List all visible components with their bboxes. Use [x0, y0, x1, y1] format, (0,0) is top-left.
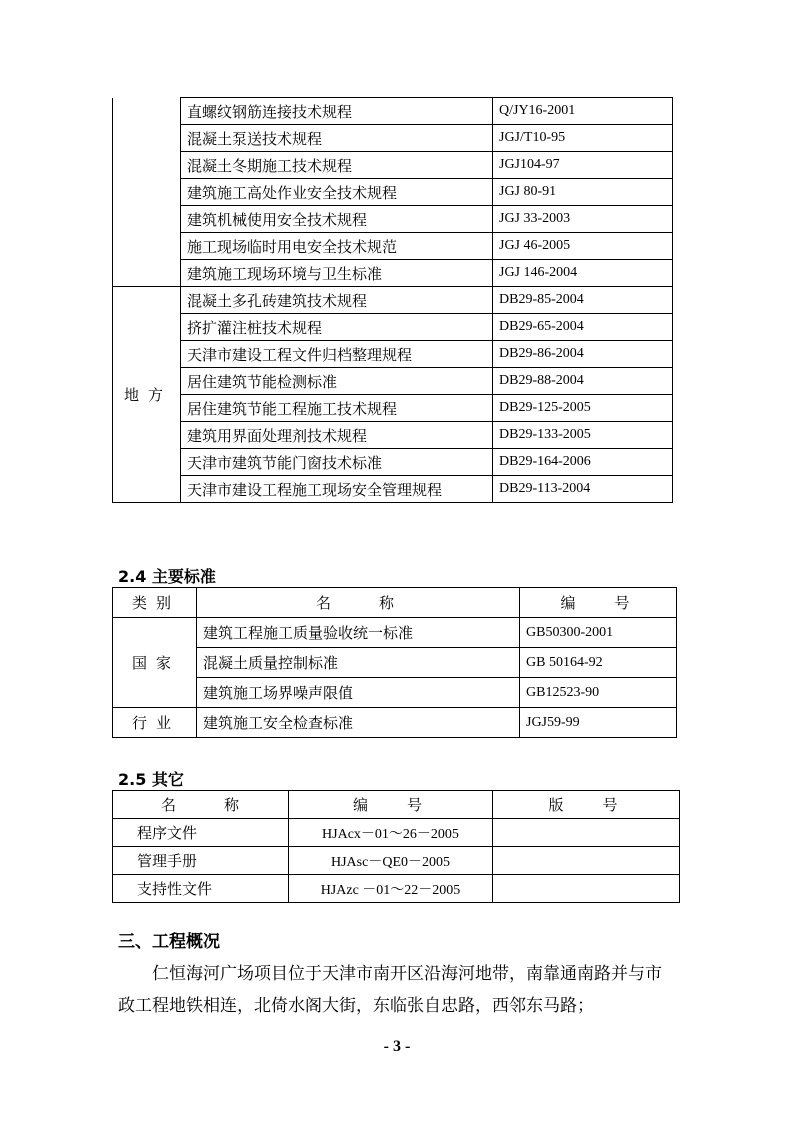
table-row — [113, 449, 673, 476]
standard-name: 建筑施工高处作业安全技术规程 — [181, 179, 493, 206]
table-row — [113, 618, 677, 648]
standard-name: 居住建筑节能工程施工技术规程 — [181, 395, 493, 422]
document-name: 程序文件 — [113, 819, 289, 847]
standard-name: 天津市建筑节能门窗技术标准 — [181, 449, 493, 476]
table-row — [113, 678, 677, 708]
document-name: 管理手册 — [113, 847, 289, 875]
standard-code: JGJ104-97 — [493, 152, 673, 179]
other-documents-table — [112, 790, 680, 903]
standard-code: JGJ 46-2005 — [493, 233, 673, 260]
header-version: 版号 — [493, 791, 680, 819]
project-overview-paragraph: 仁恒海河广场项目位于天津市南开区沿海河地带，南靠通南路并与市政工程地铁相连，北倚水阁大街，东临张自忠路，西邻东马路； — [118, 964, 662, 1016]
standard-code: DB29-164-2006 — [493, 449, 673, 476]
standard-code: DB29-65-2004 — [493, 314, 673, 341]
header-name: 名称 — [113, 791, 289, 819]
standard-name: 建筑用界面处理剂技术规程 — [181, 422, 493, 449]
standard-code: DB29-88-2004 — [493, 368, 673, 395]
category-cell: 行业 — [113, 708, 197, 738]
section-2-4-title: 2.4 主要标准 — [118, 567, 216, 586]
table-row — [113, 341, 673, 368]
standard-code: JGJ59-99 — [520, 708, 677, 738]
standard-code: DB29-85-2004 — [493, 287, 673, 314]
table-row — [113, 395, 673, 422]
table-row — [113, 260, 673, 287]
document-version — [493, 847, 680, 875]
category-cell: 国家 — [113, 618, 197, 708]
table-row — [113, 206, 673, 233]
standard-code: JGJ 33-2003 — [493, 206, 673, 233]
header-code: 编号 — [289, 791, 493, 819]
section-2-5-title: 2.5 其它 — [118, 770, 184, 789]
table-row — [113, 708, 677, 738]
standard-name: 建筑施工安全检查标准 — [197, 708, 520, 738]
table-row — [113, 98, 673, 125]
table-header-row — [113, 791, 680, 819]
table-row — [113, 314, 673, 341]
standard-name: 混凝土质量控制标准 — [197, 648, 520, 678]
header-code: 编号 — [520, 588, 677, 618]
standard-code: JGJ 146-2004 — [493, 260, 673, 287]
table-row — [113, 233, 673, 260]
table-row — [113, 152, 673, 179]
standard-code: JGJ 80-91 — [493, 179, 673, 206]
document-name: 支持性文件 — [113, 875, 289, 903]
category-cell: 地方 — [113, 287, 181, 503]
standard-name: 挤扩灌注桩技术规程 — [181, 314, 493, 341]
document-code: HJAzc －01～22－2005 — [289, 875, 493, 903]
table-row — [113, 476, 673, 503]
standard-code: Q/JY16-2001 — [493, 98, 673, 125]
document-version — [493, 875, 680, 903]
standard-code: JGJ/T10-95 — [493, 125, 673, 152]
standard-code: DB29-113-2004 — [493, 476, 673, 503]
standard-name: 建筑机械使用安全技术规程 — [181, 206, 493, 233]
standard-name: 建筑施工现场环境与卫生标准 — [181, 260, 493, 287]
table-row — [113, 648, 677, 678]
header-name: 名称 — [197, 588, 520, 618]
standard-name: 混凝土冬期施工技术规程 — [181, 152, 493, 179]
standard-code: GB12523-90 — [520, 678, 677, 708]
standard-code: DB29-86-2004 — [493, 341, 673, 368]
standard-name: 直螺纹钢筋连接技术规程 — [181, 98, 493, 125]
page-number: - 3 - — [383, 1038, 411, 1055]
standard-name: 建筑施工场界噪声限值 — [197, 678, 520, 708]
standard-name: 天津市建设工程文件归档整理规程 — [181, 341, 493, 368]
standard-name: 建筑工程施工质量验收统一标准 — [197, 618, 520, 648]
standards-table-continued — [112, 97, 673, 503]
table-row — [113, 287, 673, 314]
table-row — [113, 875, 680, 903]
standard-name: 居住建筑节能检测标准 — [181, 368, 493, 395]
standard-code: DB29-133-2005 — [493, 422, 673, 449]
table-row — [113, 179, 673, 206]
standard-name: 施工现场临时用电安全技术规范 — [181, 233, 493, 260]
header-category: 类别 — [113, 588, 197, 618]
standard-name: 天津市建设工程施工现场安全管理规程 — [181, 476, 493, 503]
document-code: HJAsc－QE0－2005 — [289, 847, 493, 875]
standard-name: 混凝土泵送技术规程 — [181, 125, 493, 152]
standard-code: GB50300-2001 — [520, 618, 677, 648]
table-row — [113, 125, 673, 152]
table-row — [113, 819, 680, 847]
table-row — [113, 847, 680, 875]
document-version — [493, 819, 680, 847]
section-3-title: 三、工程概况 — [118, 932, 220, 952]
table-header-row — [113, 588, 677, 618]
main-standards-table — [112, 587, 677, 738]
standard-name: 混凝土多孔砖建筑技术规程 — [181, 287, 493, 314]
table-row — [113, 422, 673, 449]
document-code: HJAcx－01～26－2005 — [289, 819, 493, 847]
table-row — [113, 368, 673, 395]
standard-code: DB29-125-2005 — [493, 395, 673, 422]
category-cell — [113, 98, 181, 287]
standard-code: GB 50164-92 — [520, 648, 677, 678]
